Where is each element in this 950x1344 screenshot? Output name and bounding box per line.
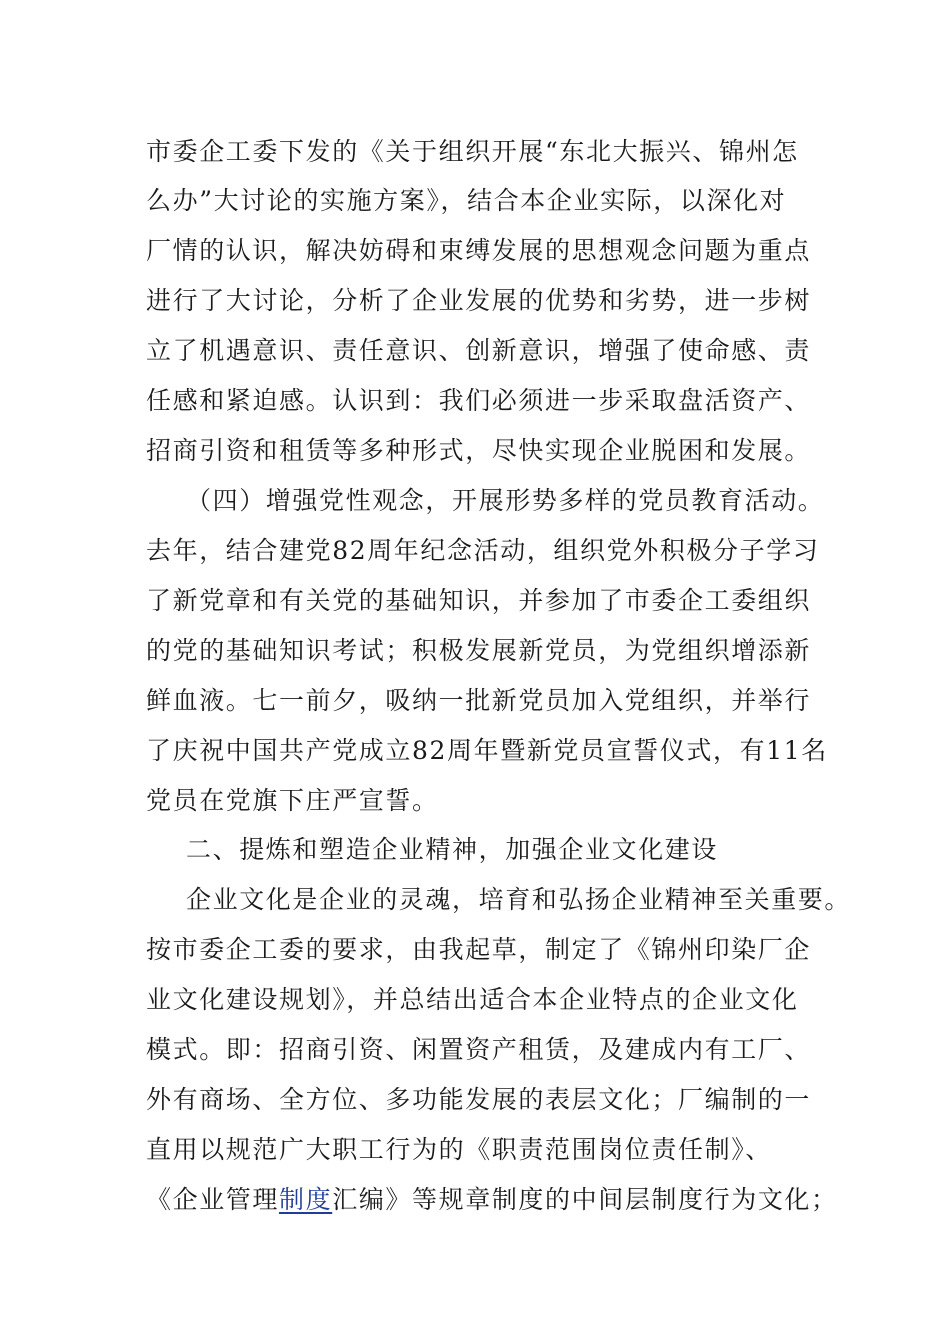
text-line: 去年，结合建党82周年纪念活动，组织党外积极分子学习 <box>146 536 820 565</box>
text-line: 进行了大讨论，分析了企业发展的优势和劣势，进一步树 <box>146 286 812 315</box>
text-line: 鲜血液。七一前夕，吸纳一批新党员加入党组织，并举行 <box>146 686 812 715</box>
text-line: 招商引资和租赁等多种形式，尽快实现企业脱困和发展。 <box>146 436 812 465</box>
text-segment: 汇编》等规章制度的中间层制度行为文化； <box>332 1185 838 1214</box>
text-line: 外有商场、全方位、多功能发展的表层文化；厂编制的一 <box>146 1085 812 1114</box>
text-line: 么办”大讨论的实施方案》，结合本企业实际，以深化对 <box>146 186 787 215</box>
text-line: 直用以规范广大职工行为的《职责范围岗位责任制》、 <box>146 1135 772 1164</box>
text-line: 了庆祝中国共产党成立82周年暨新党员宣誓仪式，有11名 <box>146 736 828 765</box>
section-heading: 二、提炼和塑造企业精神，加强企业文化建设 <box>186 835 719 864</box>
text-line: 模式。即：招商引资、闲置资产租赁，及建成内有工厂、 <box>146 1035 812 1064</box>
text-line <box>146 1183 838 1217</box>
text-line: 厂情的认识，解决妨碍和束缚发展的思想观念问题为重点 <box>146 236 812 265</box>
system-link[interactable]: 制度 <box>279 1185 333 1214</box>
text-line: 市委企工委下发的《关于组织开展“东北大振兴、锦州怎 <box>146 137 799 166</box>
text-line: 的党的基础知识考试；积极发展新党员，为党组织增添新 <box>146 636 812 665</box>
text-line: 立了机遇意识、责任意识、创新意识，增强了使命感、责 <box>146 336 812 365</box>
text-line: 按市委企工委的要求，由我起草，制定了《锦州印染厂企 <box>146 935 812 964</box>
text-line: 了新党章和有关党的基础知识，并参加了市委企工委组织 <box>146 586 812 615</box>
text-line: 业文化建设规划》，并总结出适合本企业特点的企业文化 <box>146 985 799 1014</box>
text-line: 党员在党旗下庄严宣誓。 <box>146 786 439 815</box>
section-heading: （四）增强党性观念，开展形势多样的党员教育活动。 <box>186 486 825 515</box>
text-segment: 《企业管理 <box>146 1185 280 1214</box>
text-line: 任感和紧迫感。认识到：我们必须进一步采取盘活资产、 <box>146 386 812 415</box>
text-line: 企业文化是企业的灵魂，培育和弘扬企业精神至关重要。 <box>186 885 852 914</box>
